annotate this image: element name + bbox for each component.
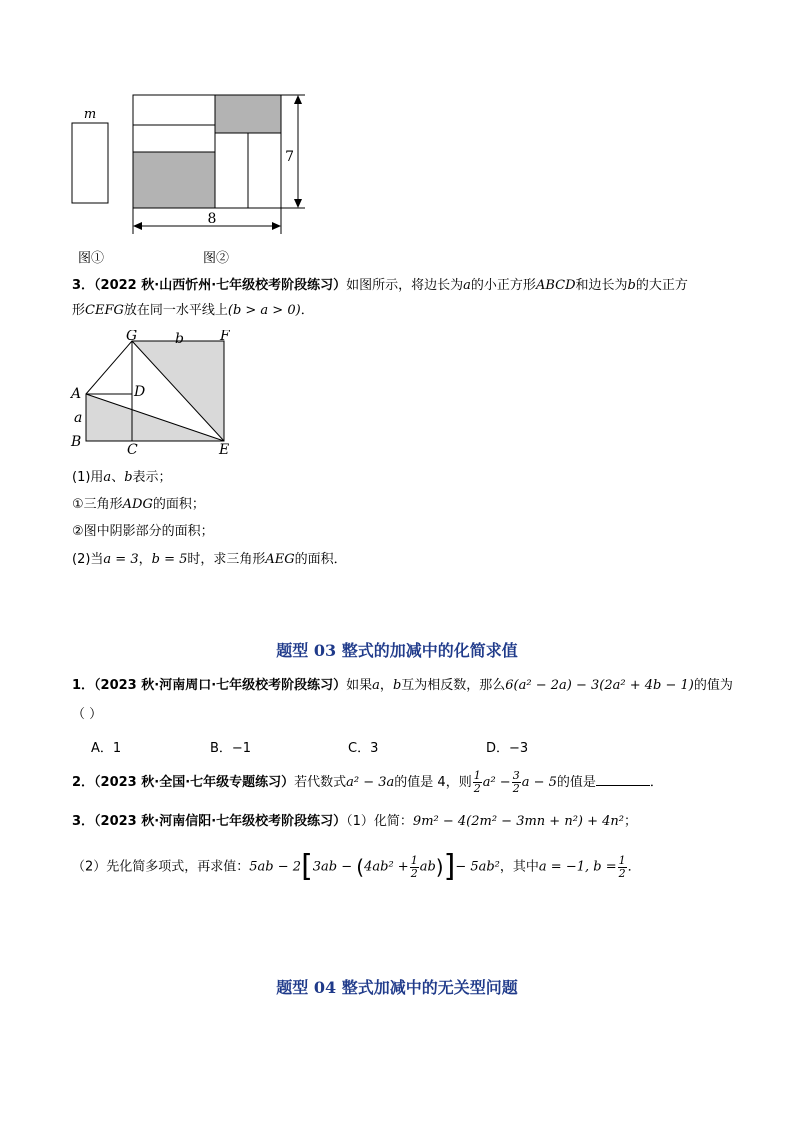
label-A: A	[71, 386, 82, 402]
label-B: B	[71, 434, 82, 450]
fig2-shaded-left	[133, 152, 215, 208]
s3q2-line: 2．（2023 秋·全国·七年级专题练习）若代数式a² − 3a的值是 4，则 $\frac{1}{2}$ a² − $\frac{3}{2}$ a − 5的值是 ．	[72, 769, 663, 795]
s3q3-line2: （2）先化简多项式，再求值：5ab − 2[3ab − (4ab² + $\frac{1}{2}$ ab)]− 5ab²，其中a = −1, b = $\frac{1}{2}$ ．	[72, 849, 641, 884]
q3-line2: 形CEFG放在同一水平线上(b > a > 0)．	[72, 303, 314, 318]
choice-c[interactable]: C．3	[348, 741, 379, 756]
choice-a[interactable]: A．1	[91, 741, 122, 756]
s3q1-line1: 1．（2023 秋·河南周口·七年级校考阶段练习）如果a，b互为相反数，那么6(a² − 2a) − 3(2a² + 4b − 1)的值为	[72, 678, 733, 693]
q3-item1: ①三角形ADG的面积；	[72, 497, 205, 512]
fig1-rect	[72, 123, 108, 203]
label-D: D	[134, 384, 146, 400]
frac-three-halves: $\frac{3}{2}$	[512, 769, 520, 795]
answer-blank[interactable]	[596, 773, 650, 786]
label-b: b	[175, 331, 184, 347]
fig2-shaded-right	[215, 95, 281, 133]
frac-half-3: $\frac{1}{2}$	[618, 853, 626, 880]
section-04-title: 题型 04 整式加减中的无关型问题	[276, 978, 518, 997]
fig2-dim-7: 7	[285, 149, 294, 165]
figure-rectangles	[60, 90, 320, 270]
q3-line1: 3．（2022 秋·山西忻州·七年级校考阶段练习）如图所示，将边长为a的小正方形ABCD和边长为b的大正方	[72, 278, 688, 293]
s3q1-paren: （ ）	[72, 707, 103, 722]
frac-half: $\frac{1}{2}$	[473, 769, 481, 795]
frac-half-2: $\frac{1}{2}$	[410, 853, 418, 880]
fig1-label-m: m	[83, 107, 97, 122]
fig2-dim-8: 8	[207, 211, 217, 227]
choice-b[interactable]: B．−1	[210, 741, 252, 756]
label-a: a	[74, 410, 83, 426]
q3-sub1: (1)用a、b表示；	[72, 470, 172, 485]
label-G: G	[126, 330, 138, 344]
q3-item2: ②图中阴影部分的面积；	[72, 524, 214, 539]
figure-squares	[66, 330, 246, 458]
label-E: E	[219, 442, 230, 458]
section-03-title: 题型 03 整式的加减中的化简求值	[276, 641, 518, 660]
q3-sub2: (2)当a = 3，b = 5时，求三角形AEG的面积．	[72, 552, 347, 567]
label-F: F	[220, 330, 230, 344]
caption-fig1: 图①	[78, 251, 105, 266]
s3q3-line1: 3．（2023 秋·河南信阳·七年级校考阶段练习）（1）化简：9m² − 4(2m² − 3mn + n²) + 4n²；	[72, 814, 638, 829]
label-C: C	[127, 442, 138, 458]
caption-fig2: 图②	[203, 251, 230, 266]
choice-d[interactable]: D．−3	[486, 741, 529, 756]
